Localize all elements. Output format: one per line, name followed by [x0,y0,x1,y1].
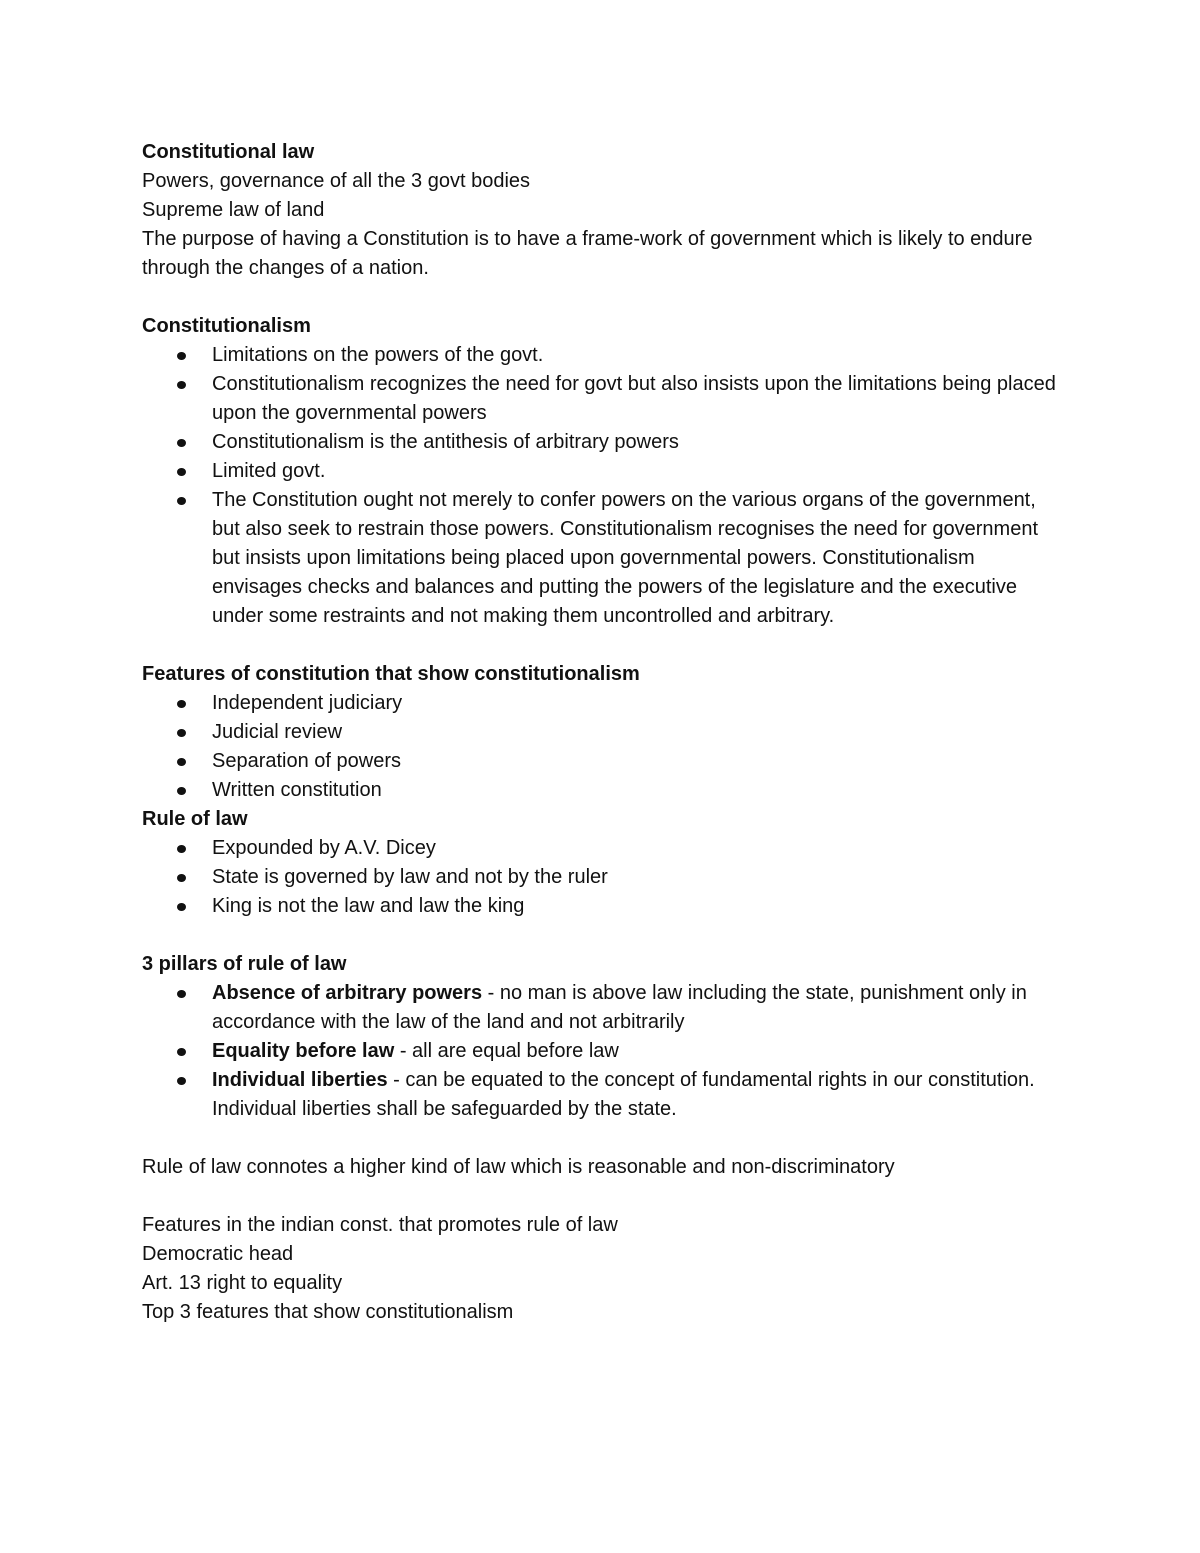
list-item [212,689,1062,718]
constitutionalism-list [142,341,1062,631]
pillar-term: Equality before law [212,1040,395,1062]
heading-features: Features of constitution that show constitutionalism [142,663,640,685]
list-item-text: Limited govt. [212,460,326,482]
text-line: Supreme law of land [142,199,325,221]
heading-rule-of-law: Rule of law [142,808,248,830]
bullet-icon [177,845,186,853]
list-item [212,863,1062,892]
rule-of-law-list [142,834,1062,921]
list-item-text: Expounded by A.V. Dicey [212,837,436,859]
list-item [212,834,1062,863]
bullet-icon [177,352,186,360]
spacer [142,921,1062,950]
bullet-icon [177,758,186,766]
list-item [212,892,1062,921]
bullet-icon [177,787,186,795]
bullet-icon [177,1077,186,1085]
list-item-text: Judicial review [212,721,343,743]
spacer [142,631,1062,660]
list-item-text: Independent judiciary [212,692,403,714]
text-line: Art. 13 right to equality [142,1272,343,1294]
text-line: Features in the indian const. that promotes rule of law [142,1214,618,1236]
pillar-description: - all are equal before law [394,1040,619,1062]
list-item [212,428,1062,457]
bullet-icon [177,381,186,389]
list-item-text: King is not the law and law the king [212,895,525,917]
list-item [212,1037,1062,1066]
text-line: Powers, governance of all the 3 govt bodies [142,170,531,192]
list-item [212,341,1062,370]
list-item [212,370,1062,428]
list-item [212,718,1062,747]
list-item-text: Written constitution [212,779,382,801]
spacer [142,283,1062,312]
list-item [212,776,1062,805]
pillar-description: - no man is above law including the state, punishment only in accordance with the law of the land and not arbitrarily [212,982,1027,1033]
bullet-icon [177,990,186,998]
list-item [212,457,1062,486]
bullet-icon [177,468,186,476]
pillar-term: Individual liberties [212,1069,388,1091]
list-item [212,747,1062,776]
spacer [142,1124,1062,1153]
bullet-icon [177,700,186,708]
list-item-text: Constitutionalism is the antithesis of arbitrary powers [212,431,679,453]
bullet-icon [177,903,186,911]
list-item-text: Limitations on the powers of the govt. [212,344,544,366]
list-item-text: Constitutionalism recognizes the need for govt but also insists upon the limitations being placed upon the governmental powers [212,373,1056,424]
text-line: Rule of law connotes a higher kind of law which is reasonable and non-discriminatory [142,1156,895,1178]
bullet-icon [177,729,186,737]
list-item-text: The Constitution ought not merely to confer powers on the various organs of the government, but also seek to restrain those powers. Constitutionalism recognises the need for government but insists upon limitations being placed upon governmental powers. Constitutionalism envisages checks and balances and putting the powers of the legislature and the executive under some restraints and not making them uncontrolled and arbitrary. [212,489,1038,627]
pillars-list [142,979,1062,1124]
text-line: The purpose of having a Constitution is to have a frame-work of government which is likely to endure through the changes of a nation. [142,228,1033,279]
document-page [142,138,1062,1327]
bullet-icon [177,439,186,447]
text-line: Democratic head [142,1243,294,1265]
list-item [212,486,1062,631]
list-item-text: Separation of powers [212,750,402,772]
list-item [212,1066,1062,1124]
bullet-icon [177,874,186,882]
bullet-icon [177,1048,186,1056]
pillar-term: Absence of arbitrary powers [212,982,483,1004]
heading-constitutionalism: Constitutionalism [142,315,311,337]
bullet-icon [177,497,186,505]
list-item [212,979,1062,1037]
features-list [142,689,1062,805]
spacer [142,1182,1062,1211]
list-item-text: State is governed by law and not by the ruler [212,866,608,888]
heading-pillars: 3 pillars of rule of law [142,953,347,975]
heading-constitutional-law: Constitutional law [142,141,315,163]
text-line: Top 3 features that show constitutionalism [142,1301,514,1323]
pillar-description: - can be equated to the concept of fundamental rights in our constitution. Individual liberties shall be safeguarded by the state. [212,1069,1035,1120]
